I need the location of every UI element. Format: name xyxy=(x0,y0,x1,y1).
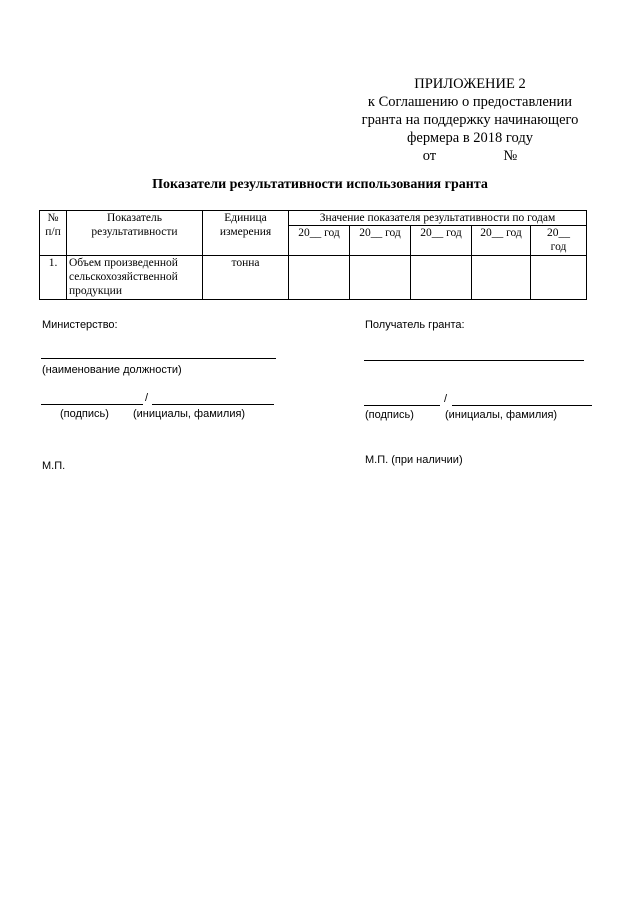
recipient-slash-separator: / xyxy=(444,393,448,405)
recipient-line xyxy=(364,360,584,361)
signature-line xyxy=(41,404,143,405)
value-cell xyxy=(411,256,472,300)
recipient-signature-line xyxy=(364,405,440,406)
seal-label: М.П. xyxy=(42,460,66,472)
recipient-initials-caption: (инициалы, фамилия) xyxy=(445,409,558,421)
table-row xyxy=(40,256,587,300)
header-cell-unit: Единица измерения xyxy=(203,211,289,256)
row-number: 1. xyxy=(40,256,67,300)
appendix-line-3: гранта на поддержку начинающего xyxy=(361,112,579,128)
initials-caption: (инициалы, фамилия) xyxy=(133,408,246,420)
year-cell: 20__ год xyxy=(289,226,350,256)
value-cell xyxy=(350,256,411,300)
signature-caption: (подпись) xyxy=(60,408,109,420)
row-unit: тонна xyxy=(203,256,289,300)
position-line xyxy=(41,358,276,359)
grant-recipient-label: Получатель гранта: xyxy=(365,319,465,331)
appendix-line-2: к Соглашению о предоставлении xyxy=(367,94,573,110)
year-cell: 20__ год xyxy=(411,226,472,256)
header-cell-values: Значение показателя результативности по годам xyxy=(289,211,587,226)
year-cell: 20__ год xyxy=(472,226,531,256)
ministry-label: Министерство: xyxy=(42,319,118,331)
value-cell xyxy=(289,256,350,300)
slash-separator: / xyxy=(145,392,149,404)
table-header-row xyxy=(40,211,587,226)
row-indicator: Объем произведенной сельскохозяйственной продукции xyxy=(67,256,203,300)
header-cell-no: № п/п xyxy=(40,211,67,256)
recipient-seal-label: М.П. (при наличии) xyxy=(365,454,463,466)
value-cell xyxy=(531,256,587,300)
date-from-label: от xyxy=(422,148,437,164)
initials-line xyxy=(152,404,274,405)
recipient-initials-line xyxy=(452,405,592,406)
value-cell xyxy=(472,256,531,300)
year-cell: 20__ год xyxy=(350,226,411,256)
appendix-header xyxy=(350,75,590,165)
position-caption: (наименование должности) xyxy=(42,364,182,376)
header-cell-indicator: Показатель результативности xyxy=(67,211,203,256)
document-title: Показатели результативности использования гранта xyxy=(152,177,488,192)
year-cell: 20__ год xyxy=(531,226,587,256)
number-label: № xyxy=(503,148,518,164)
recipient-signature-caption: (подпись) xyxy=(365,409,414,421)
appendix-line-5 xyxy=(350,147,590,165)
appendix-number: ПРИЛОЖЕНИЕ 2 xyxy=(414,76,526,92)
indicators-table xyxy=(39,210,587,300)
appendix-line-4: фермера в 2018 году xyxy=(407,130,533,146)
